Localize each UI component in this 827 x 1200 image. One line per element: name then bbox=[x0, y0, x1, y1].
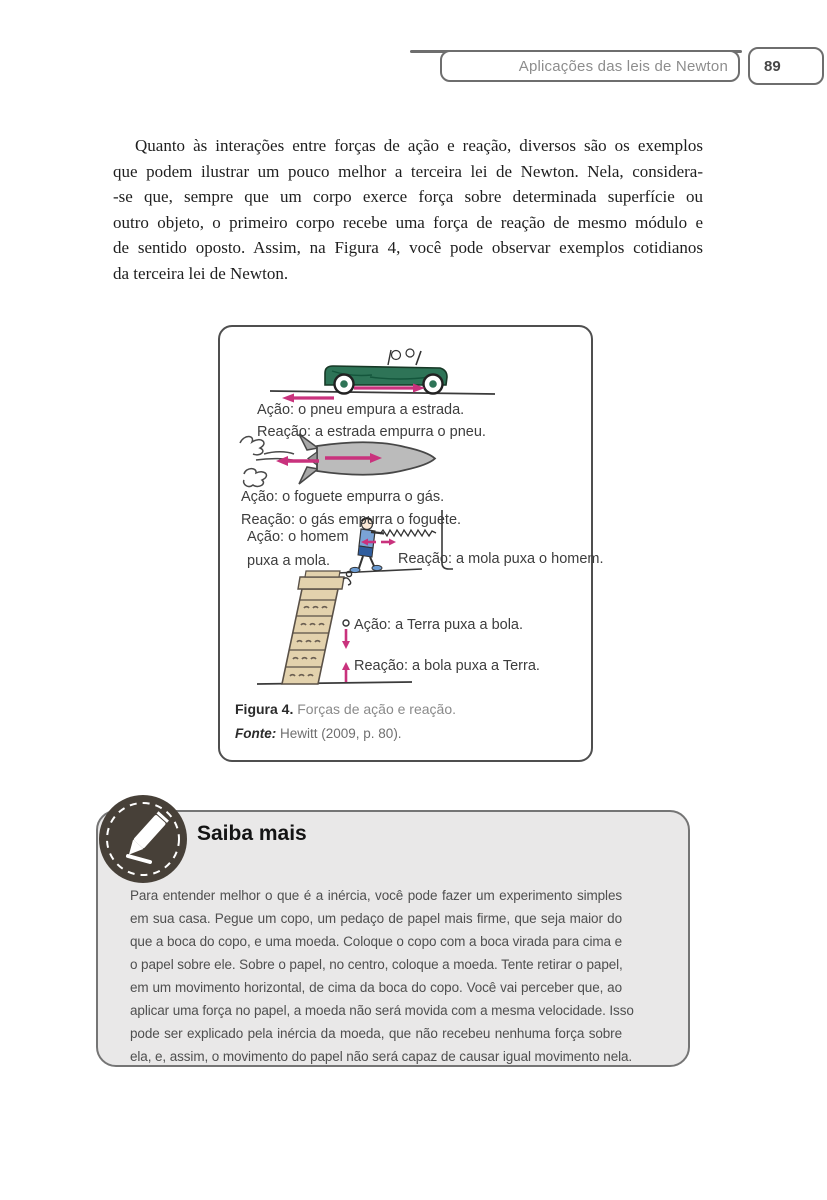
saiba-line: o papel sobre ele. Sobre o papel, no centro, coloque a moeda. Tente retirar o papel, bbox=[130, 957, 623, 972]
man-reaction-arrow bbox=[381, 539, 396, 546]
rocket-action-label: Ação: o foguete empurra o gás. bbox=[241, 489, 445, 505]
rocket-reaction-label: Reação: o gás empurra o foguete. bbox=[241, 512, 462, 528]
intro-paragraph bbox=[113, 133, 703, 286]
paragraph-line: Quanto às interações entre forças de ação e reação, diversos são os exemplos bbox=[135, 136, 703, 155]
car-illustration bbox=[270, 349, 495, 403]
saiba-line: aplicar uma força no papel, a moeda não será movida com a mesma velocidade. Isso bbox=[130, 1003, 634, 1018]
tower-action-arrow bbox=[342, 629, 350, 649]
paragraph-line: de sentido oposto. Assim, na Figura 4, você pode observar exemplos cotidianos bbox=[113, 238, 703, 257]
car-action-label: Ação: o pneu empura a estrada. bbox=[257, 402, 465, 418]
figure-caption-label: Figura 4. bbox=[235, 701, 294, 717]
car-reaction-label: Reação: a estrada empurra o pneu. bbox=[257, 424, 486, 440]
saiba-line: em um movimento horizontal, de cima da boca do copo. Você vai perceber que, ao bbox=[130, 980, 622, 995]
saiba-line: pode ser explicado pela inércia da moeda, que não recebeu nenhuma força sobre bbox=[130, 1026, 622, 1041]
saiba-mais-text bbox=[130, 884, 634, 1068]
paragraph-line: -se que, sempre que um corpo exerce força sobre determinada superfície ou bbox=[113, 187, 703, 206]
page-number: 89 bbox=[764, 57, 781, 75]
figure-caption: Figura 4. Forças de ação e reação. bbox=[235, 701, 457, 717]
paragraph-line: que podem ilustrar um pouco melhor a terceira lei de Newton. Nela, considera- bbox=[113, 161, 703, 181]
chapter-title-box bbox=[440, 50, 740, 82]
figure-4-box bbox=[218, 325, 604, 762]
paragraph-line: da terceira lei de Newton. bbox=[113, 263, 289, 283]
figure-source-label: Fonte: bbox=[235, 726, 277, 741]
figure-source: Fonte: Hewitt (2009, p. 80). bbox=[235, 726, 402, 741]
chapter-title: Aplicações das leis de Newton bbox=[518, 57, 728, 75]
paragraph-line: outro objeto, o primeiro corpo recebe uma força de reação de mesmo módulo e bbox=[113, 212, 703, 232]
page-number-box bbox=[748, 47, 824, 85]
pencil-icon bbox=[98, 794, 188, 884]
tower-reaction-label: Reação: a bola puxa a Terra. bbox=[354, 658, 540, 674]
saiba-line: em sua casa. Pegue um copo, um pedaço de papel mais firme, que seja maior do bbox=[130, 911, 622, 926]
saiba-line: ela, e, assim, o movimento do papel não será capaz de causar igual movimento nela. bbox=[130, 1049, 633, 1064]
man-action-label: Ação: o homem puxa a mola. bbox=[247, 529, 349, 569]
man-reaction-label: Reação: a mola puxa o homem. bbox=[398, 551, 604, 567]
tower-reaction-arrow bbox=[342, 662, 350, 682]
saiba-mais-title: Saiba mais bbox=[197, 822, 307, 845]
tower-action-label: Ação: a Terra puxa a bola. bbox=[354, 617, 524, 633]
saiba-line: que a boca do copo, e uma moeda. Coloque o copo com a boca virada para cima e bbox=[130, 934, 622, 949]
saiba-line: Para entender melhor o que é a inércia, você pode fazer um experimento simples bbox=[130, 888, 622, 903]
